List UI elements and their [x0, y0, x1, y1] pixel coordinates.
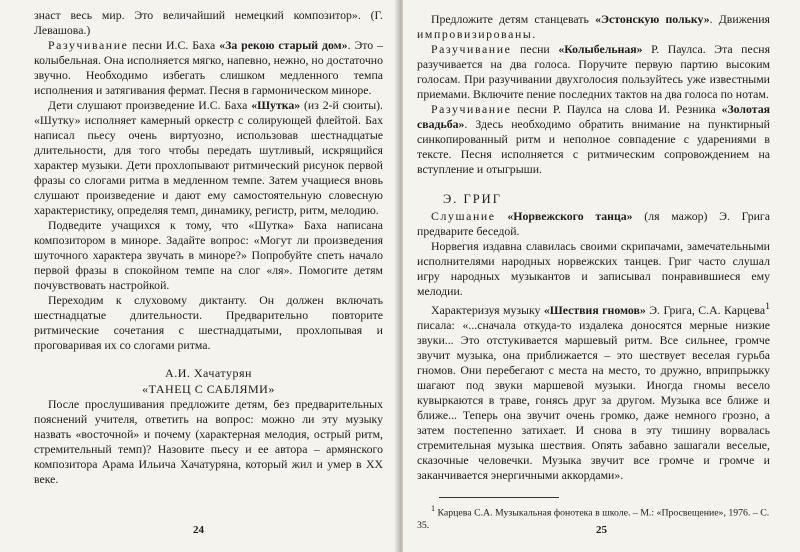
paragraph: Дети слушают произведение И.С. Баха «Шутка» (из 2-й сюиты). «Шутку» исполняет камерный оркестр с солирующей флейтой. Бах написал пьесу очень виртуозно, использовав шестнадцатые длительности, для того чтобы передать шутливый, искрящийся характер музыки. Дети прохлопывают ритмический рисунок первой фразы со слогами ритма в медленном темпе. Затем учащиеся вновь слушают произведение и дают ему самостоятельную словесную характеристику, определяя темп, динамику, регистр, ритм, мелодию.: [34, 98, 383, 217]
paragraph: Слушание «Норвежского танца» (ля мажор) Э. Грига предварите беседой.: [417, 209, 771, 238]
paragraph: Норвегия издавна славилась своими скрипачами, замечательными исполнителями народных норвежских танцев. Григ часто слушал игру народных музыкантов и записывал понравившиеся ему мелодии.: [417, 239, 770, 298]
page-number: 25: [596, 524, 607, 536]
section-author: А.И. Хачатурян: [165, 366, 252, 380]
song-title: «За рекою старый дом»: [219, 38, 348, 52]
paragraph: Разучивание песни Р. Паулса на слова И. Резника «Золотая свадьба». Здесь необходимо обратить внимание на пунктирный синкопированный ритм и неполное совпадение с ударениями в тексте. Песня исполняется с ритмическим сопровождением на вступление и отыгрыши.: [417, 102, 770, 176]
paragraph: Переходим к слуховому диктанту. Он должен включать шестнадцатые длительности. Предварительно повторите ритмические сочетания с шестнадцатыми, прохлопывая и проговаривая их со слогами ритма.: [34, 293, 383, 352]
paragraph: Разучивание песни И.С. Баха «За рекою старый дом». Это – колыбельная. Она исполняется мягко, напевно, нежно, но достаточно звучно. Необходимо избегать слишком медленного темпа исполнения и затягивания фермат. Песня в гармоническом миноре.: [34, 38, 383, 97]
paragraph: После прослушивания предложите детям, без предварительных пояснений учителя, ответить на вопрос: можно ли эту музыку назвать «восточной» и почему (характерная мелодия, острый ритм, стремительный темп)? Назовите пьесу и ее автора – армянского композитора Арама Ильича Хачатуряна, который жил и умер в XX веке.: [34, 397, 383, 486]
piece-title: «Шествия гномов»: [543, 302, 646, 317]
section-heading: Э. ГРИГ: [443, 192, 502, 206]
page-number: 24: [193, 524, 204, 536]
footnote: $^1$ Карцева С.А. Музыкальная фонотека в школе. – М.: «Просвещение», 1976. – С. 35.: [417, 503, 770, 532]
section-title: «ТАНЕЦ С САБЛЯМИ»: [142, 382, 275, 396]
paragraph: Предложите детям станцевать «Эстонскую польку». Движения импровизированы.: [417, 12, 770, 41]
piece-title: «Эстонскую польку»: [595, 12, 710, 26]
piece-title: «Норвежского танца»: [507, 209, 633, 223]
paragraph: знаст весь мир. Это величайший немецкий композитор». (Г. Левашова.): [34, 8, 383, 37]
paragraph: Характеризуя музыку «Шествия гномов» Э. Грига, С.А. Карцева$^1$ писала: «...сначала откуда-то издалека доносятся мерные низкие звуки... Это отстукивается маршевый ритм. Все сильнее, громче звучит музыка, она приближается – это шествует веселая гурьба гномов. Они перебегают с места на место, то дружно, вприпрыжку шагают под звуки маршевой музыки. Иногда гномы весело кувыркаются в траве, гонясь друг за другом. Музыка все ближе и ближе... Теперь она звучит очень громко, даже немного грозно, а затем постепенно затихает. И снова в эту тишину ворвалась стремительная музыка шествия. Опять забавно зашагали веселые, сказочные человечки. Музыка звучит все громче и громче и заканчивается энергичными аккордами».: [417, 301, 770, 482]
footnote-marker: 1: [765, 301, 770, 312]
paragraph: Подведите учащихся к тому, что «Шутка» Баха написана композитором в миноре. Задайте вопрос: «Могут ли произведения шуточного характера звучать в миноре?» Попробуйте спеть начало первой фразы в спокойном темпе на слог «ля». Помогите детям почувствовать настройкой.: [34, 218, 383, 292]
right-page: [403, 0, 800, 552]
song-title: «Золотая свадьба»: [417, 102, 770, 131]
left-page: [0, 0, 397, 552]
paragraph: Разучивание песни «Колыбельная» Р. Паулса. Эта песня разучивается на два голоса. Поручите первую партию высоким голосам. При разучивании двухголосия пользуйтесь уже известными приемами. Включите пение последних тактов на два голоса по нотам.: [417, 42, 770, 101]
footnote-rule: [439, 497, 559, 498]
piece-title: «Шутка»: [251, 98, 301, 112]
song-title: «Колыбельная»: [558, 42, 643, 56]
